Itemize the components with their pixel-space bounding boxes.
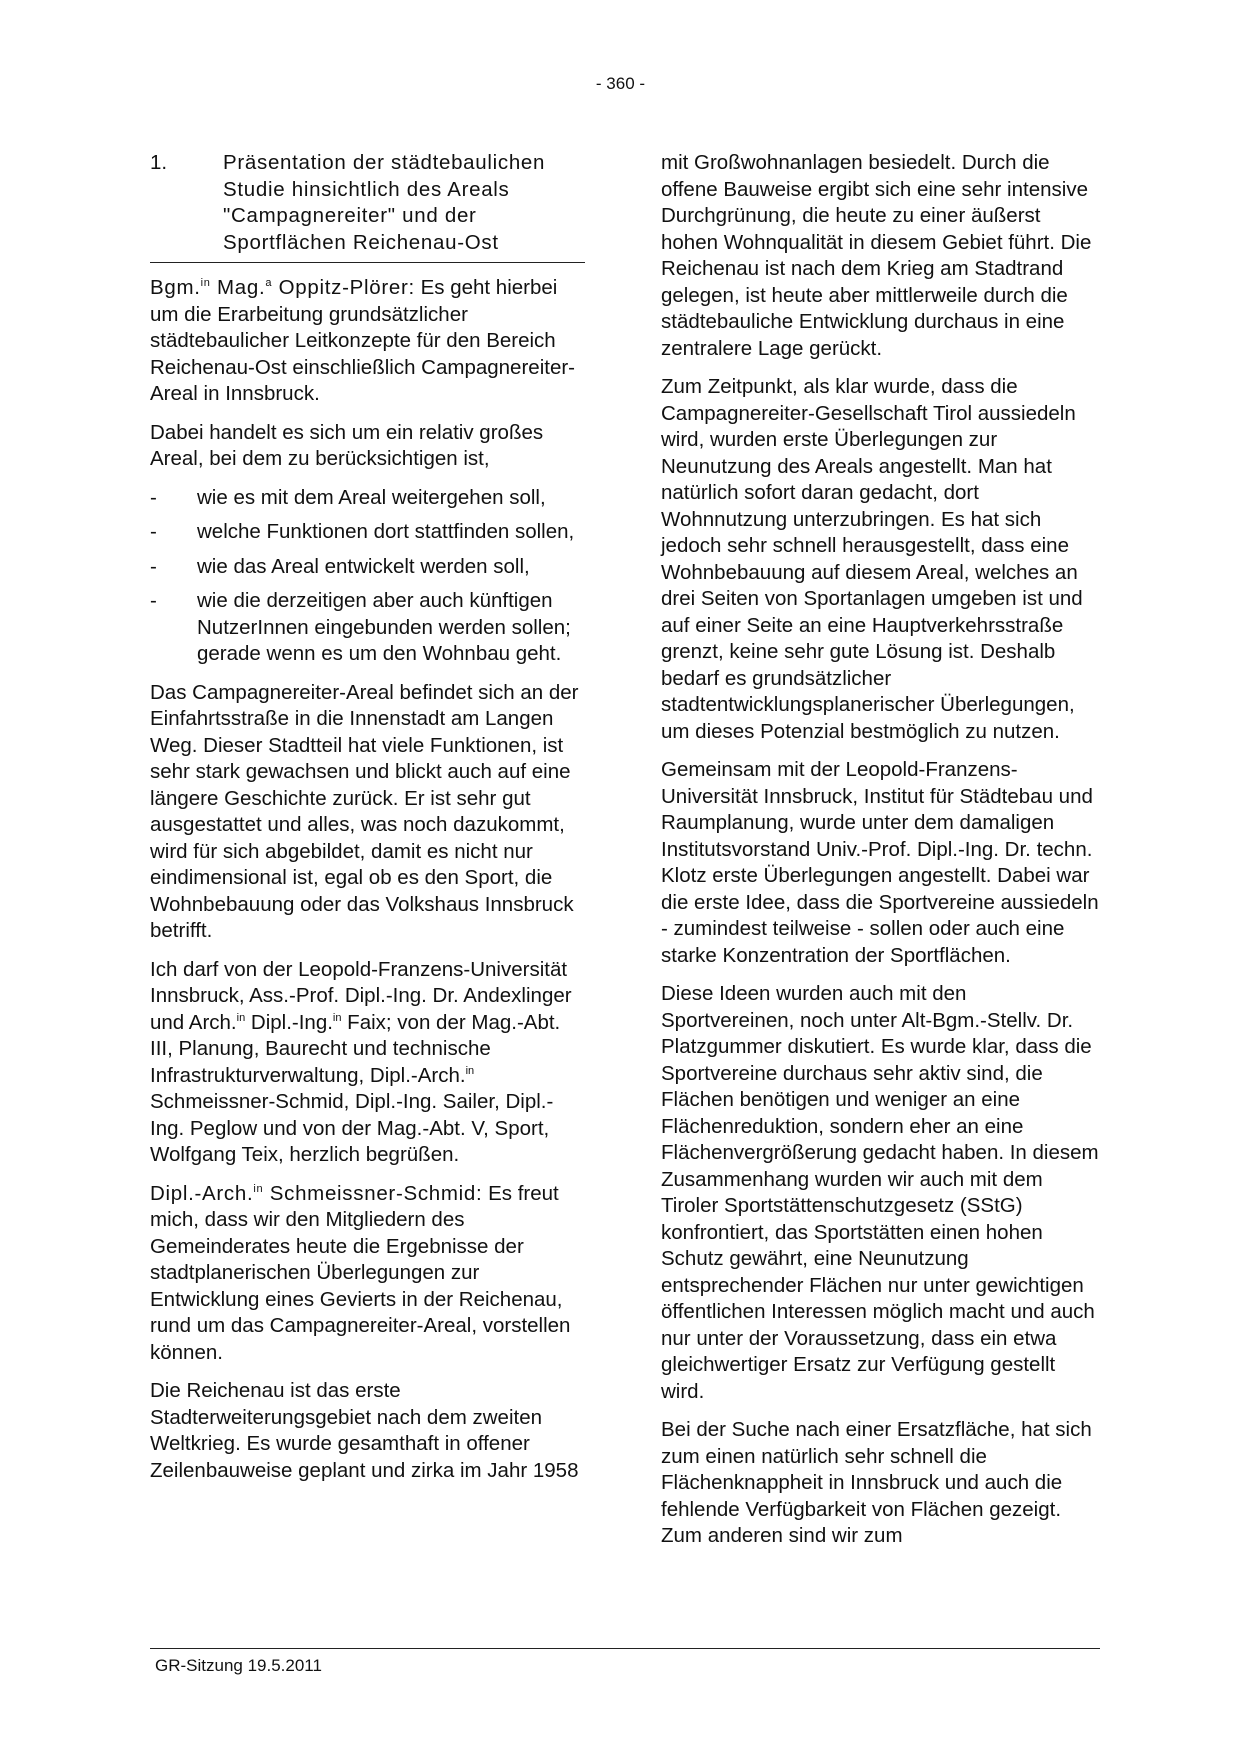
footer-divider (150, 1648, 1100, 1649)
list-item: - wie es mit dem Areal weitergehen soll, (150, 485, 546, 509)
bullet-list (150, 485, 585, 668)
paragraph: Diese Ideen wurden auch mit den Sportvereinen, noch unter Alt-Bgm.-Stellv. Dr. Platzgummer diskutiert. Es wurde klar, dass die Sportvereine durchaus sehr aktiv sind, die Flächen benötigen und weniger an eine Flächenreduktion, sondern eher an eine Flächenvergrößerung gedacht haben. In diesem Zusammenhang wurden wir auch mit dem Tiroler Sportstättenschutzgesetz (SStG) konfrontiert, das Sportstätten einen hohen Schutz gewährt, eine Neunutzung entsprechender Flächen nur unter gewichtigen öffentlichen Interessen möglich macht und auch nur unter der Voraussetzung, dass ein etwa gleichwertiger Ersatz zur Verfügung gestellt wird. (661, 982, 1099, 1403)
speaker-name: Dipl.-Arch.$^{in}$ Schmeissner-Schmid: (150, 1181, 483, 1205)
list-item: - wie die derzeitigen aber auch künftigen NutzerInnen eingebunden werden sollen; gerade wenn es um den Wohnbau geht. (150, 589, 571, 665)
page-number: - 360 - (595, 74, 646, 93)
paragraph: Bei der Suche nach einer Ersatzfläche, hat sich zum einen natürlich sehr schnell die Flächenknappheit in Innsbruck und auch die fehlende Verfügbarkeit von Flächen gezeigt. Zum anderen sind wir zum (661, 1418, 1092, 1547)
paragraph: Das Campagnereiter-Areal befindet sich an der Einfahrtsstraße in die Innenstadt am Langen Weg. Dieser Stadtteil hat viele Funktionen, ist sehr stark gewachsen und blickt auch auf eine längere Geschichte zurück. Er ist sehr gut ausgestattet und alles, was noch dazukommt, wird für sich abgebildet, damit es nicht nur eindimensional ist, egal ob es den Sport, die Wohnbebauung oder das Volkshaus Innsbruck betrifft. (150, 680, 579, 942)
list-item: - wie das Areal entwickelt werden soll, (150, 554, 530, 578)
right-column (661, 150, 1101, 1562)
paragraph: Zum Zeitpunkt, als klar wurde, dass die Campagnereiter-Gesellschaft Tirol aussiedeln wird, wurden erste Überlegungen zur Neunutzung des Areals angestellt. Man hat natürlich sofort daran gedacht, dort Wohnnutzung unterzubringen. Es hat sich jedoch sehr schnell herausgestellt, dass eine Wohnbebauung auf diesem Areal, welches an drei Seiten von Sportanlagen umgeben ist und auf einer Seite an eine Hauptverkehrsstraße grenzt, keine sehr gute Lösung ist. Deshalb bedarf es grundsätzlicher stadtentwicklungsplanerischer Überlegungen, um dieses Potenzial bestmöglich zu nutzen. (661, 375, 1083, 743)
paragraph: Bgm.$^{in}$ Mag.$^a$ Oppitz-Plörer: Es geht hierbei um die Erarbeitung grundsätzlicher städtebaulicher Leitkonzepte für den Bereich Reichenau-Ost einschließlich Campagnereiter-Areal in Innsbruck. (150, 276, 575, 405)
paragraph: Dipl.-Arch.$^{in}$ Schmeissner-Schmid: Es freut mich, dass wir den Mitgliedern des Gemeinderates heute die Ergebnisse der stadtplanerischen Überlegungen zur Entwicklung eines Gevierts in der Reichenau, rund um das Campagnereiter-Areal, vorstellen können. (150, 1181, 571, 1364)
left-column (150, 150, 585, 1496)
footer-text: GR-Sitzung 19.5.2011 (155, 1656, 322, 1675)
heading-number: 1. (150, 151, 168, 174)
heading-title: Präsentation der städtebaulichen Studie hinsichtlich des Areals "Campagnereiter" und der Sportflächen Reichenau-Ost (223, 151, 546, 254)
paragraph: Dabei handelt es sich um ein relativ großes Areal, bei dem zu berücksichtigen ist, (150, 420, 544, 470)
paragraph: Gemeinsam mit der Leopold-Franzens-Universität Innsbruck, Institut für Städtebau und Raumplanung, wurde unter dem damaligen Institutsvorstand Univ.-Prof. Dipl.-Ing. Dr. techn. Klotz erste Überlegungen angestellt. Dabei war die erste Idee, dass die Sportvereine aussiedeln - zumindest teilweise - sollen oder auch eine starke Konzentration der Sportflächen. (661, 758, 1099, 967)
paragraph: Die Reichenau ist das erste Stadterweiterungsgebiet nach dem zweiten Weltkrieg. Es wurde gesamthaft in offener Zeilenbauweise geplant und zirka im Jahr 1958 (150, 1379, 579, 1482)
list-item: - welche Funktionen dort stattfinden sollen, (150, 520, 575, 543)
agenda-heading (150, 150, 585, 263)
paragraph: Ich darf von der Leopold-Franzens-Universität Innsbruck, Ass.-Prof. Dipl.-Ing. Dr. Andexlinger und Arch.$^{in}$ Dipl.-Ing.$^{in}$ Faix; von der Mag.-Abt. III, Planung, Baurecht und technische Infrastrukturverwaltung, Dipl.-Arch.$^{in}$ Schmeissner-Schmid, Dipl.-Ing. Sailer, Dipl.-Ing. Peglow und von der Mag.-Abt. V, Sport, Wolfgang Teix, herzlich begrüßen. (150, 957, 572, 1166)
speaker-name: Bgm.$^{in}$ Mag.$^a$ Oppitz-Plörer: (150, 276, 415, 299)
paragraph: mit Großwohnanlagen besiedelt. Durch die offene Bauweise ergibt sich eine sehr intensive Durchgrünung, die heute zu einer äußerst hohen Wohnqualität in diesem Gebiet führt. Die Reichenau ist nach dem Krieg am Stadtrand gelegen, ist heute aber mittlerweile durch die städtebauliche Entwicklung durchaus in eine zentralere Lage gerückt. (661, 151, 1092, 360)
